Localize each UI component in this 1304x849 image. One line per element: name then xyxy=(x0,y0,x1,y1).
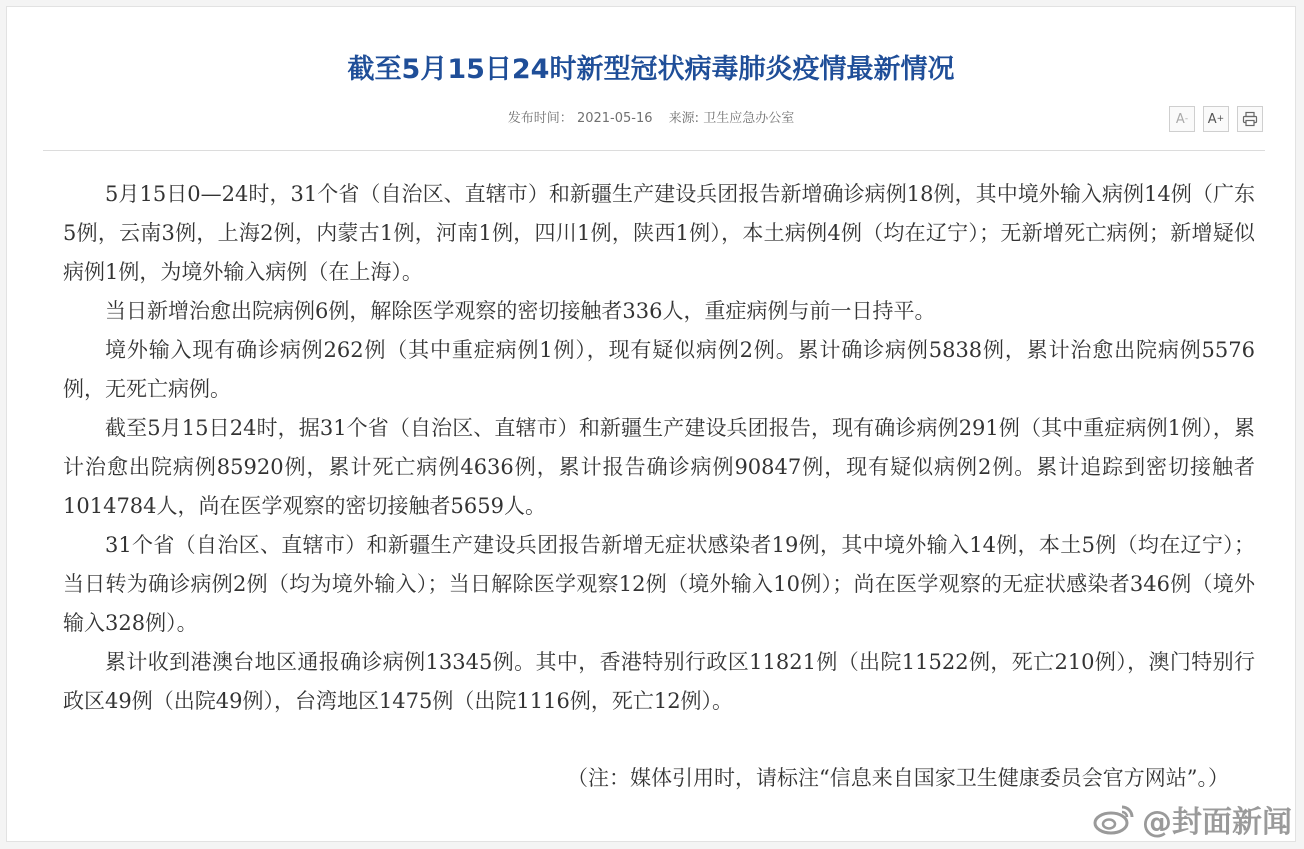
source xyxy=(669,111,795,126)
font-increase-icon: A xyxy=(1207,111,1217,127)
weibo-logo-icon xyxy=(1092,802,1136,836)
font-decrease-button[interactable]: A - xyxy=(1169,106,1195,132)
print-button[interactable] xyxy=(1237,106,1263,132)
font-increase-button[interactable] xyxy=(1203,106,1229,132)
article-page xyxy=(6,6,1296,842)
source-name: 卫生应急办公室 xyxy=(703,111,795,126)
paragraph: 当日新增治愈出院病例6例，解除医学观察的密切接触者336人，重症病例与前一日持平。 xyxy=(105,299,936,323)
citation-note: （注：媒体引用时，请标注“信息来自国家卫生健康委员会官方网站”。） xyxy=(567,766,1229,790)
header-divider xyxy=(43,150,1265,151)
font-increase-sup: + xyxy=(1216,114,1225,124)
font-decrease-icon: A xyxy=(1175,111,1185,127)
paragraph: 累计收到港澳台地区通报确诊病例13345例。其中，香港特别行政区11821例（出院11522例，死亡210例），澳门特别行政区49例（出院49例），台湾地区1475例（出院1116例，死亡12例）。 xyxy=(63,650,1255,713)
printer-icon xyxy=(1242,111,1258,127)
publish-date: 2021-05-16 xyxy=(576,111,653,126)
watermark-text: @封面新闻 xyxy=(1142,805,1292,840)
paragraph: 境外输入现有确诊病例262例（其中重症病例1例），现有疑似病例2例。累计确诊病例5838例，累计治愈出院病例5576例，无死亡病例。 xyxy=(63,338,1255,401)
article-meta xyxy=(7,107,1295,126)
source-label: 来源: xyxy=(668,111,700,126)
article-title: 截至5月15日24时新型冠状病毒肺炎疫情最新情况 xyxy=(347,54,955,85)
article-toolbar xyxy=(1169,106,1263,132)
paragraph: 5月15日0—24时，31个省（自治区、直辖市）和新疆生产建设兵团报告新增确诊病例18例，其中境外输入病例14例（广东5例，云南3例，上海2例，内蒙古1例，河南1例，四川1例，陕西1例），本土病例4例（均在辽宁）；无新增死亡病例；新增疑似病例1例，为境外输入病例（在上海）。 xyxy=(63,182,1255,284)
publish-time xyxy=(508,111,653,126)
watermark xyxy=(1092,797,1292,841)
paragraph: 31个省（自治区、直辖市）和新疆生产建设兵团报告新增无症状感染者19例，其中境外输入14例，本土5例（均在辽宁）；当日转为确诊病例2例（均为境外输入）；当日解除医学观察12例（境外输入10例）；尚在医学观察的无症状感染者346例（境外输入328例）。 xyxy=(63,533,1255,635)
publish-label: 发布时间： xyxy=(507,111,573,126)
article-body xyxy=(63,175,1255,721)
paragraph: 截至5月15日24时，据31个省（自治区、直辖市）和新疆生产建设兵团报告，现有确诊病例291例（其中重症病例1例），累计治愈出院病例85920例，累计死亡病例4636例，累计报告确诊病例90847例，现有疑似病例2例。累计追踪到密切接触者1014784人，尚在医学观察的密切接触者5659人。 xyxy=(63,416,1255,518)
